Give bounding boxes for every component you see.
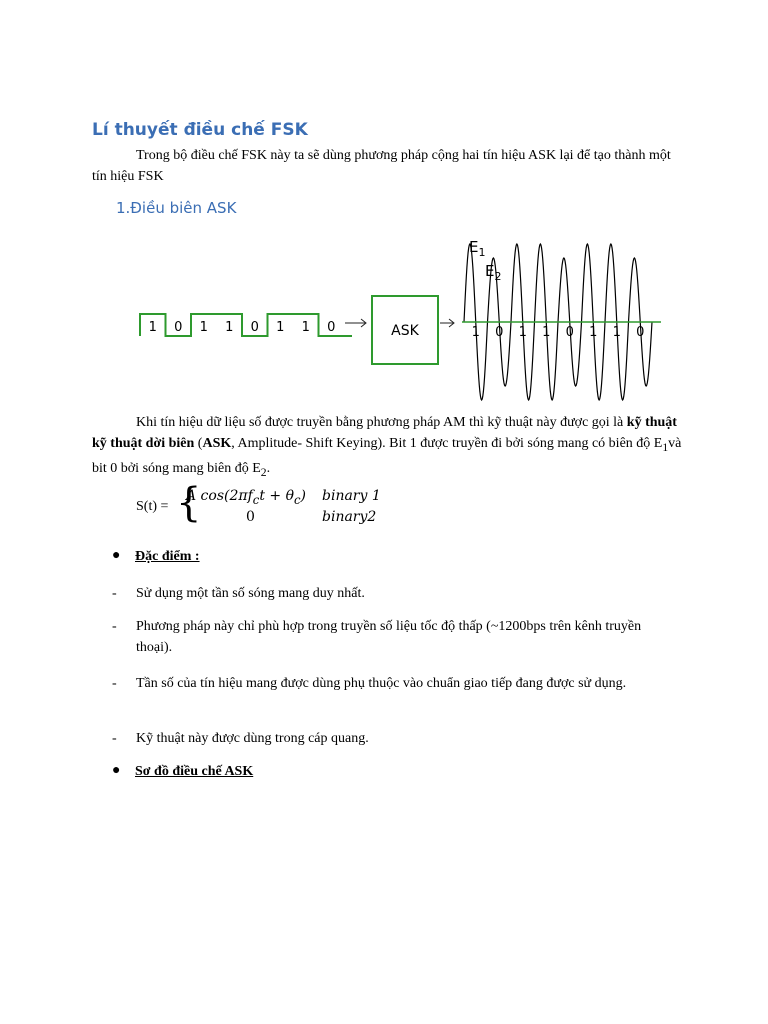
bit-label: 1 bbox=[301, 320, 310, 335]
bit-label: 1 bbox=[276, 320, 285, 335]
list-dash: - bbox=[112, 619, 117, 634]
ask-abbrev-bold: ASK bbox=[202, 436, 232, 451]
ask-text-3: , Amplitude- Shift Keying). Bit 1 được truyền đi bởi sóng mang có biên độ E bbox=[231, 436, 663, 451]
section-heading: Lí thuyết điều chế FSK bbox=[92, 120, 308, 140]
waveform-bit-label: 1 bbox=[612, 325, 621, 340]
list-item-text: Tần số của tín hiệu mang được dùng phụ thuộc vào chuẩn giao tiếp đang được sử dụng. bbox=[136, 676, 627, 691]
ask-block-label: ASK bbox=[391, 323, 419, 339]
list-dash: - bbox=[112, 731, 117, 746]
waveform-bit-label: 0 bbox=[636, 325, 645, 340]
bullet-ask-diagram-label: Sơ đồ điều chế ASK bbox=[135, 764, 254, 779]
formula-brace: { bbox=[176, 480, 202, 526]
e2-subscript: 2 bbox=[260, 465, 267, 479]
ask-paragraph bbox=[92, 412, 682, 483]
list-item bbox=[112, 673, 682, 715]
bit-label: 1 bbox=[148, 320, 157, 335]
ask-diagram bbox=[128, 236, 661, 406]
formula-row1 bbox=[186, 488, 306, 507]
list-dash: - bbox=[112, 586, 117, 601]
list-item bbox=[112, 728, 682, 749]
ask-text-4: và bit 0 bởi sóng mang biên độ E bbox=[92, 436, 682, 476]
list-item-text: Sử dụng một tần số sóng mang duy nhất. bbox=[136, 586, 365, 601]
waveform-bit-label: 0 bbox=[495, 325, 504, 340]
ask-formula bbox=[136, 480, 436, 530]
formula-row1-close: ) bbox=[300, 488, 306, 504]
intro-paragraph bbox=[92, 145, 682, 187]
subsection-heading: 1.Điều biên ASK bbox=[116, 199, 237, 217]
intro-text: Trong bộ điều chế FSK này ta sẽ dùng phương pháp cộng hai tín hiệu ASK lại để tạo thành một tín hiệu FSK bbox=[92, 148, 671, 184]
ask-text-2: ( bbox=[194, 436, 203, 451]
formula-lhs: S(t) = bbox=[136, 499, 169, 514]
formula-row2-tail: binary2 bbox=[322, 509, 377, 525]
formula-row1-sub: c bbox=[252, 492, 260, 507]
e2-label: $E_2$ bbox=[485, 262, 502, 283]
list-item bbox=[112, 616, 682, 658]
formula-row1-tail: binary 1 bbox=[322, 488, 381, 504]
bullet-dot: ● bbox=[112, 548, 121, 563]
bit-label: 1 bbox=[225, 320, 234, 335]
bit-label: 0 bbox=[327, 320, 336, 335]
formula-row1-sub2: c bbox=[294, 492, 301, 507]
waveform-bit-label: 1 bbox=[518, 325, 527, 340]
bit-label: 0 bbox=[174, 320, 183, 335]
list-item-text: Phương pháp này chỉ phù hợp trong truyền số liệu tốc độ thấp (~1200bps trên kênh truyền thoại). bbox=[136, 619, 642, 655]
ask-term-bold: kỹ thuật kỹ thuật dời biên bbox=[92, 415, 677, 451]
formula-row2: 0 bbox=[246, 509, 255, 525]
ask-text-5: . bbox=[266, 460, 271, 476]
list-item-text: Kỹ thuật này được dùng trong cáp quang. bbox=[136, 731, 369, 746]
waveform-bit-label: 1 bbox=[589, 325, 598, 340]
formula-row1-a: A cos(2πf bbox=[186, 488, 253, 504]
ask-text-1: Khi tín hiệu dữ liệu số được truyền bằng phương pháp AM thì kỹ thuật này được gọi là bbox=[136, 415, 627, 430]
waveform-bit-label: 0 bbox=[565, 325, 574, 340]
bullet-features-label: Đặc điểm : bbox=[135, 549, 200, 564]
bit-label: 1 bbox=[199, 320, 208, 335]
list-dash: - bbox=[112, 676, 117, 691]
formula-row1-b: t + θ bbox=[259, 488, 294, 504]
e1-subscript: 1 bbox=[662, 440, 669, 454]
list-item bbox=[112, 583, 682, 604]
waveform-bit-label: 1 bbox=[542, 325, 551, 340]
bit-label: 0 bbox=[250, 320, 259, 335]
waveform-bit-label: 1 bbox=[471, 325, 480, 340]
e1-label: $E_1$ bbox=[469, 238, 486, 259]
bullet-dot: ● bbox=[112, 763, 121, 778]
